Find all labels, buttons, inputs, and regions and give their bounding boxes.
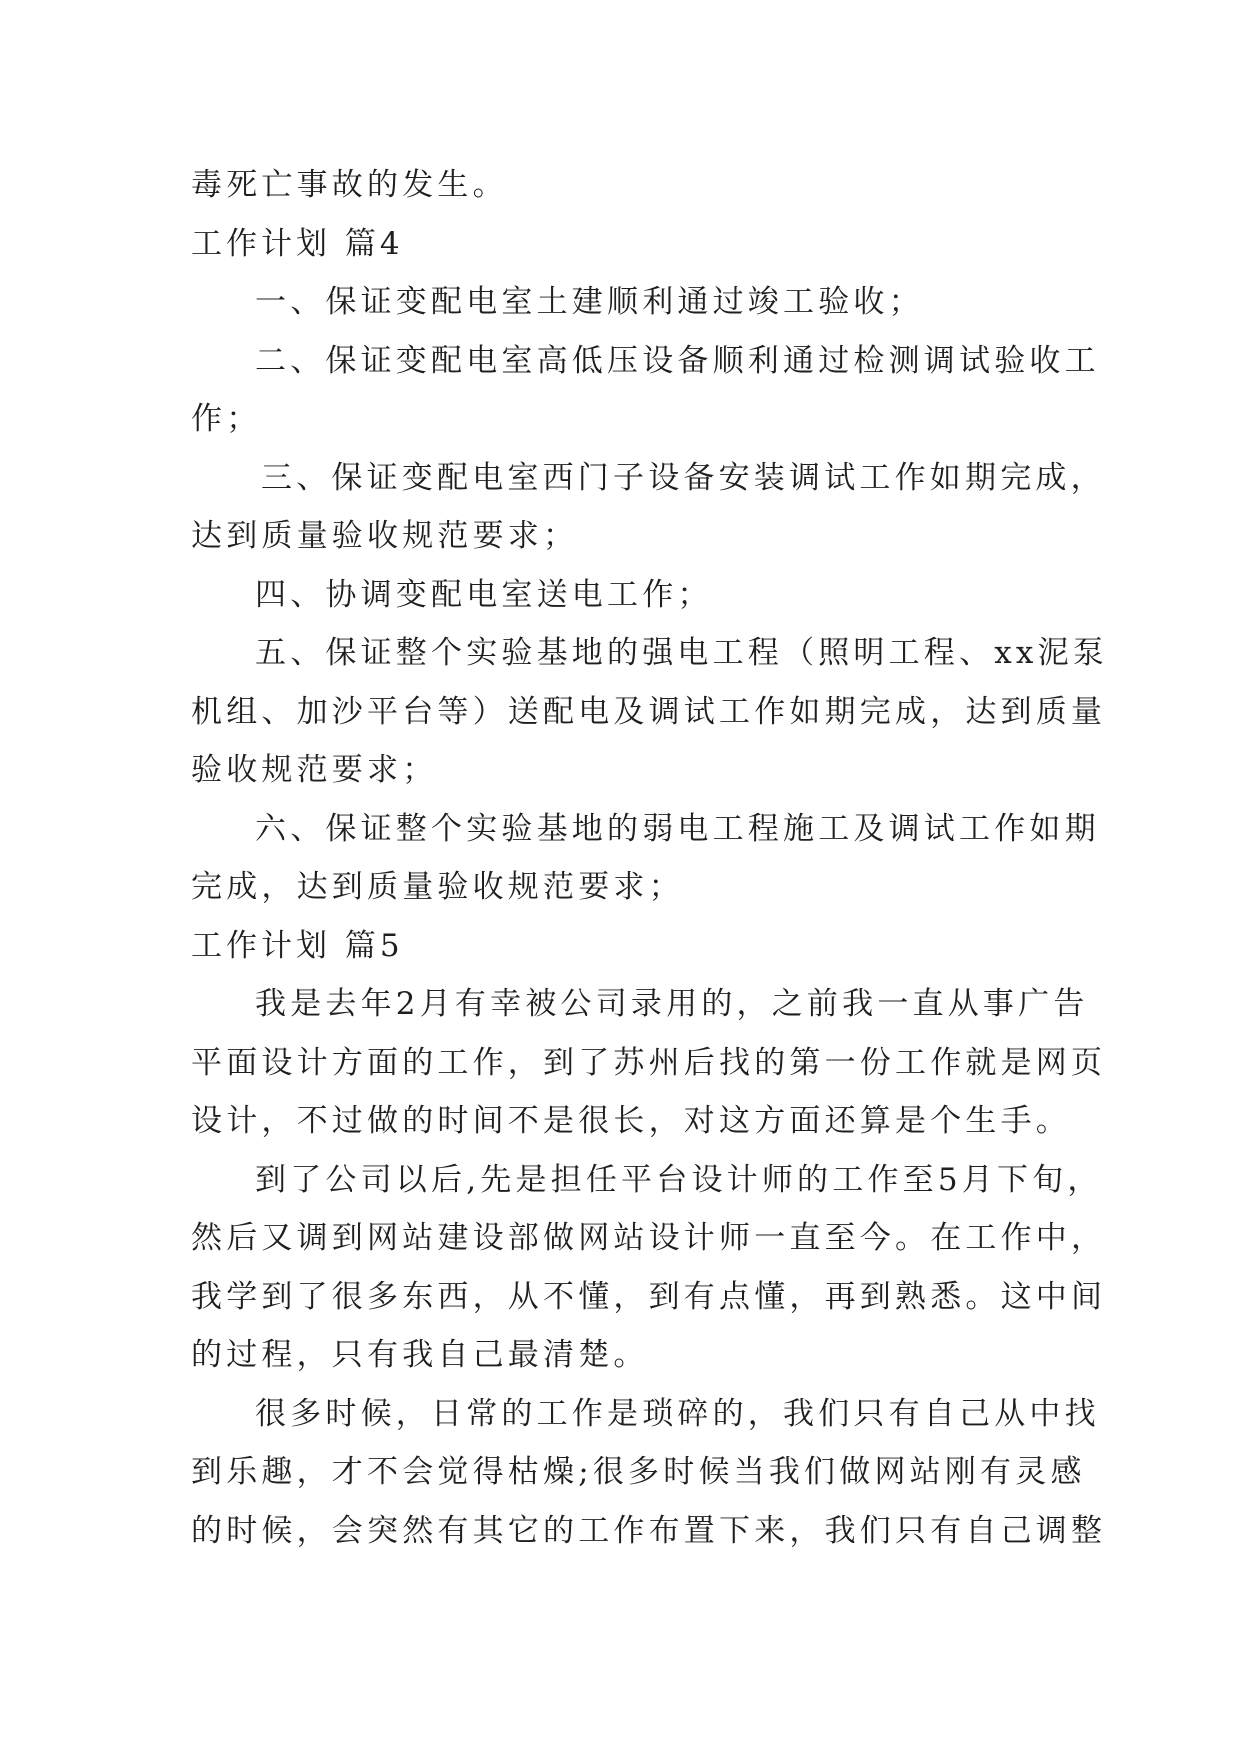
paragraph-line: 达到质量验收规范要求； [191, 518, 579, 554]
plan-item-2: 二、保证变配电室高低压设备顺利通过检测调试验收工 [255, 342, 1100, 379]
plan-item-6: 六、保证整个实验基地的弱电工程施工及调试工作如期 [255, 810, 1100, 847]
paragraph-line: 平面设计方面的工作，到了苏州后找的第一份工作就是网页 [191, 1044, 1107, 1081]
paragraph-line: 设计，不过做的时间不是很长，对这方面还算是个生手。 [191, 1103, 1071, 1139]
document-body [191, 156, 1108, 1560]
paragraph-line: 然后又调到网站建设部做网站设计师一直至今。在工作中， [191, 1220, 1107, 1256]
paragraph-line: 我学到了很多东西，从不懂，到有点懂，再到熟悉。这中间 [191, 1278, 1107, 1315]
paragraph-line: 机组、加沙平台等）送配电及调试工作如期完成，达到质量 [191, 693, 1107, 730]
section-heading-5: 工作计划 篇5 [191, 927, 404, 964]
paragraph-line: 的过程，只有我自己最清楚。 [191, 1337, 649, 1373]
plan-item-4: 四、协调变配电室送电工作； [255, 576, 713, 613]
paragraph-line: 作； [191, 401, 262, 437]
paragraph-line: 的时候，会突然有其它的工作布置下来，我们只有自己调整 [191, 1512, 1107, 1549]
paragraph-first-line: 我是去年2月有幸被公司录用的，之前我一直从事广告 [255, 986, 1089, 1022]
section-heading-4: 工作计划 篇4 [191, 225, 404, 262]
paragraph-line: 毒死亡事故的发生。 [191, 167, 508, 203]
plan-item-1: 一、保证变配电室土建顺利通过竣工验收； [255, 284, 924, 320]
plan-item-5: 五、保证整个实验基地的强电工程（照明工程、xx泥泵 [255, 635, 1108, 671]
paragraph-line: 到乐趣，才不会觉得枯燥;很多时候当我们做网站刚有灵感 [191, 1454, 1086, 1490]
paragraph-first-line: 到了公司以后,先是担任平台设计师的工作至5月下旬， [255, 1161, 1103, 1198]
paragraph-line: 验收规范要求； [191, 752, 438, 788]
plan-item-3: 三、保证变配电室西门子设备安装调试工作如期完成， [261, 459, 1106, 496]
paragraph-line: 完成，达到质量验收规范要求； [191, 869, 684, 905]
paragraph-first-line: 很多时候，日常的工作是琐碎的，我们只有自己从中找 [255, 1395, 1100, 1432]
